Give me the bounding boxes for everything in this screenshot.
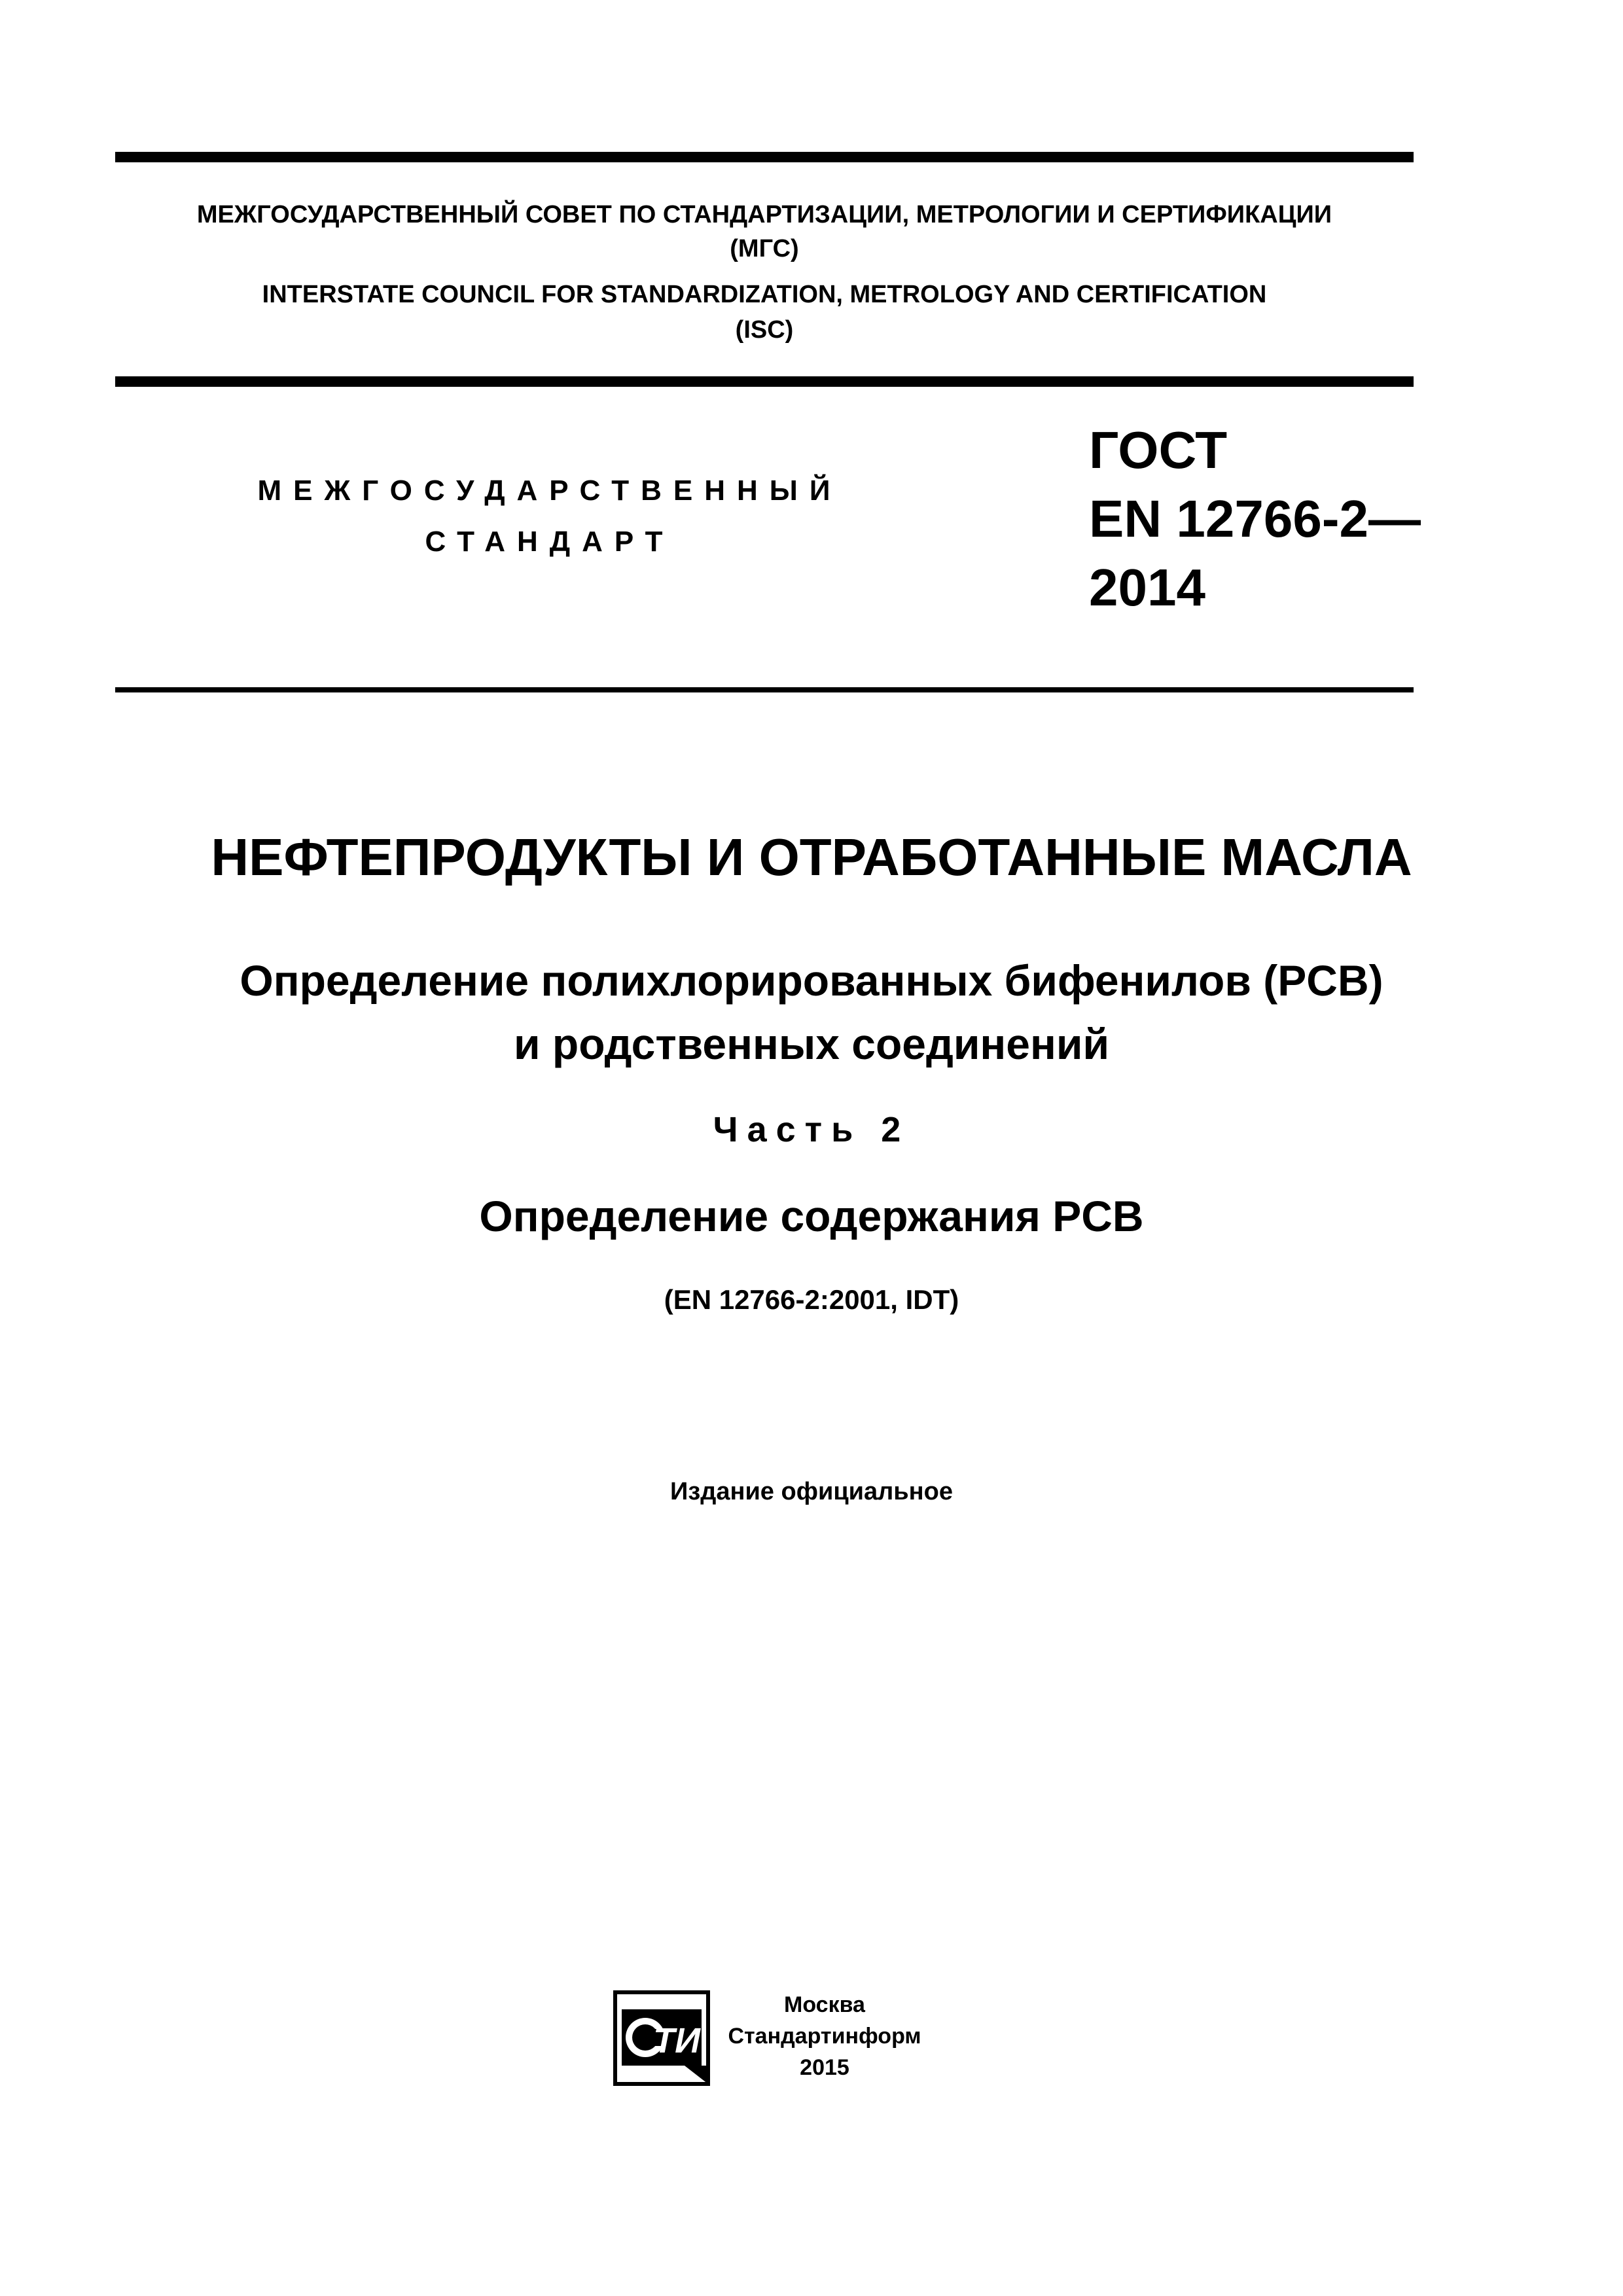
standard-designation-line2: EN 12766-2—: [1089, 490, 1421, 548]
imprint-year: 2015: [800, 2055, 849, 2080]
council-abbr-en: (ISC): [735, 316, 794, 344]
council-abbr-ru: (МГС): [730, 235, 799, 262]
document-title: НЕФТЕПРОДУКТЫ И ОТРАБОТАННЫЕ МАСЛА: [211, 828, 1412, 886]
standard-designation-line3: 2014: [1089, 558, 1205, 617]
standard-type-line2: СТАНДАРТ: [425, 526, 675, 558]
council-name-ru: МЕЖГОСУДАРСТВЕННЫЙ СОВЕТ ПО СТАНДАРТИЗАЦИИ, МЕТРОЛОГИИ И СЕРТИФИКАЦИИ: [196, 201, 1332, 228]
council-name-en: INTERSTATE COUNCIL FOR STANDARDIZATION, METROLOGY AND CERTIFICATION: [262, 281, 1267, 308]
standard-type-line1: МЕЖГОСУДАРСТВЕННЫЙ: [257, 475, 842, 507]
part-number: Часть 2: [713, 1110, 910, 1149]
edition-note: Издание официальное: [670, 1478, 953, 1505]
equivalence-note: (EN 12766-2:2001, IDT): [664, 1284, 959, 1315]
standard-designation-line1: ГОСТ: [1089, 421, 1228, 479]
imprint-publisher: Стандартинформ: [728, 2024, 921, 2049]
document-subtitle-line2: и родственных соединений: [513, 1020, 1110, 1068]
imprint-city: Москва: [784, 1992, 865, 2017]
svg-text:ТИ: ТИ: [653, 2021, 700, 2060]
document-subtitle-line1: Определение полихлорированных бифенилов (PCB): [240, 956, 1383, 1005]
designation-rule: [115, 687, 1414, 692]
top-rule: [115, 152, 1414, 162]
part-title: Определение содержания PCB: [479, 1192, 1144, 1240]
header-bottom-rule: [115, 376, 1414, 387]
